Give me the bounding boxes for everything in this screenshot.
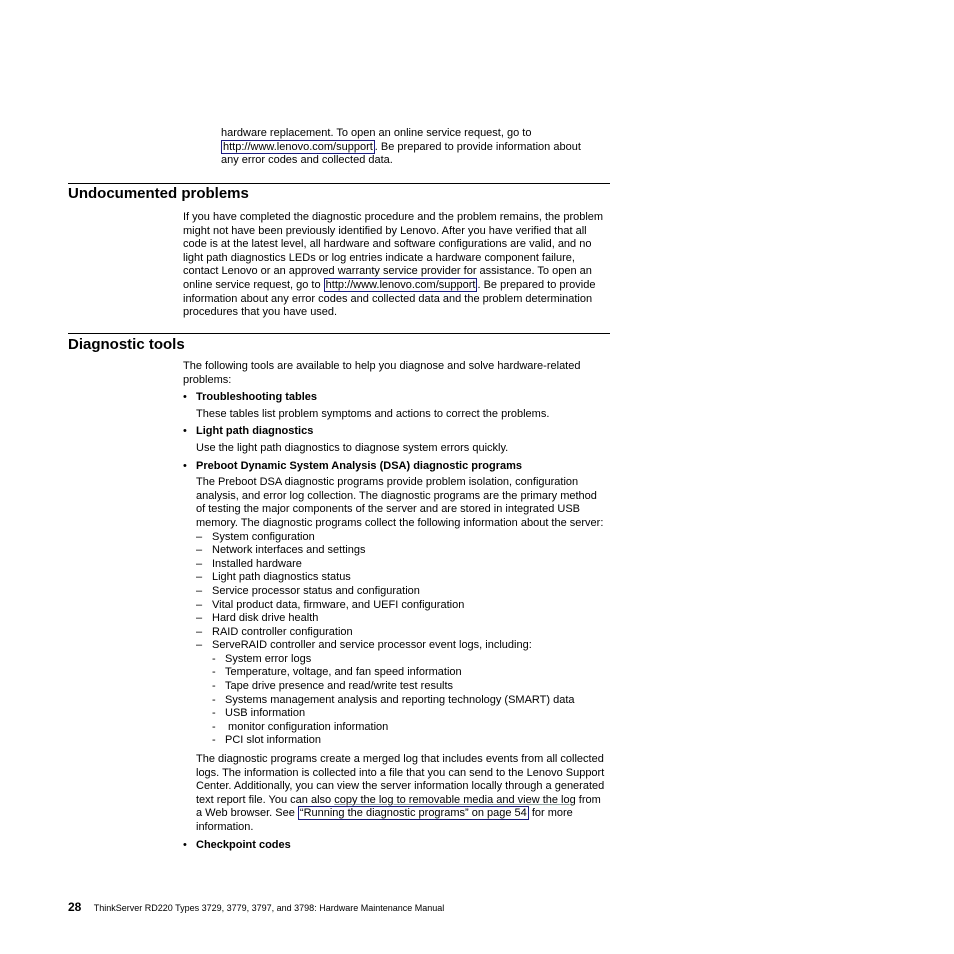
sub-list-item: - USB information xyxy=(212,707,608,721)
tool-title: • Light path diagnostics xyxy=(196,425,314,438)
tool-description: These tables list problem symptoms and actions to correct the problems. xyxy=(196,407,550,420)
section-divider xyxy=(68,183,610,184)
undocumented-text-after: . Be prepared to provide information about any error codes and collected data and the problem determination procedures that you have used. xyxy=(183,278,596,319)
list-item: – RAID controller configuration xyxy=(196,626,608,640)
intro-paragraph xyxy=(221,127,601,168)
dsa-info-list xyxy=(196,531,608,749)
sub-list-item: - System error logs xyxy=(212,653,608,667)
list-item: – Network interfaces and settings xyxy=(196,544,608,558)
tool-title: • Preboot Dynamic System Analysis (DSA) diagnostic programs xyxy=(196,459,523,472)
event-log-sublist xyxy=(212,653,608,748)
list-item: – System configuration xyxy=(196,531,608,545)
list-item xyxy=(196,639,608,748)
merged-log-text-before: The diagnostic programs create a merged log that includes events from all collected logs. The information is collected into a file that you can send to the Lenovo Support Center. Additionally, you can view the server information locally through a generated text report file. You can also xyxy=(196,753,605,806)
merged-log-text-after: for more information. xyxy=(196,807,573,833)
section-divider xyxy=(68,333,610,334)
list-item: – Service processor status and configuration xyxy=(196,585,608,599)
page-number: 28 xyxy=(68,900,82,914)
undocumented-text-before: If you have completed the diagnostic procedure and the problem remains, the problem might not have been previously identified by Lenovo. After you have verified that all code is at the latest level, all hardware and software configurations are valid, and no light path diagnostics LEDs or log entries indicate a hardware component failure, contact Lenovo or an approved warranty service provider for assistance. To open an online service request, go to xyxy=(183,211,604,291)
tool-item xyxy=(183,460,608,835)
diagnostic-tools-heading: Diagnostic tools xyxy=(68,336,185,353)
list-item: – Light path diagnostics status xyxy=(196,571,608,585)
sub-list-item: - Tape drive presence and read/write test results xyxy=(212,680,608,694)
merged-log-paragraph xyxy=(196,753,608,835)
diagnostic-tools-intro: The following tools are available to help you diagnose and solve hardware-related problems: xyxy=(183,360,581,386)
tool-description: The Preboot DSA diagnostic programs provide problem isolation, configuration analysis, and error log collection. The diagnostic programs are the primary method of testing the major components of the server and are stored in integrated USB memory. The diagnostic programs collect the following information about the server: xyxy=(196,476,604,529)
sub-list-item: - Temperature, voltage, and fan speed information xyxy=(212,666,608,680)
footer-text: ThinkServer RD220 Types 3729, 3779, 3797, and 3798: Hardware Maintenance Manual xyxy=(93,903,445,913)
tool-description: Use the light path diagnostics to diagnose system errors quickly. xyxy=(196,441,509,454)
undocumented-problems-heading: Undocumented problems xyxy=(68,185,249,202)
list-item: – Vital product data, firmware, and UEFI configuration xyxy=(196,599,608,613)
list-item-text: ServeRAID controller and service processor event logs, including: xyxy=(212,639,532,652)
support-link[interactable]: http://www.lenovo.com/support xyxy=(223,140,373,153)
merged-log-text-mid: from a Web browser. See xyxy=(196,793,601,820)
intro-text-after: . Be prepared to provide information about any error codes and collected data. xyxy=(221,140,581,167)
intro-text-before: hardware replacement. To open an online service request, go to xyxy=(221,127,532,139)
sub-list-item: - monitor configuration information xyxy=(212,721,608,735)
undocumented-problems-paragraph xyxy=(183,211,608,320)
tool-title: • Troubleshooting tables xyxy=(196,391,318,404)
list-item: – Hard disk drive health xyxy=(196,612,608,626)
diagnostic-tools-body xyxy=(183,360,608,852)
tool-item xyxy=(183,391,608,421)
sub-list-item: - Systems management analysis and reporting technology (SMART) data xyxy=(212,694,608,708)
list-item: – Installed hardware xyxy=(196,558,608,572)
support-link[interactable]: http://www.lenovo.com/support xyxy=(325,278,476,291)
page-footer xyxy=(68,900,444,915)
tool-item xyxy=(183,425,608,455)
tool-title: • Checkpoint codes xyxy=(196,838,291,851)
sub-list-item: - PCI slot information xyxy=(212,734,608,748)
tool-item xyxy=(183,839,608,853)
running-diagnostic-link[interactable]: “Running the diagnostic programs” on page 54 xyxy=(299,807,527,820)
copy-log-link[interactable]: copy the log to removable media and view the log xyxy=(334,793,576,806)
